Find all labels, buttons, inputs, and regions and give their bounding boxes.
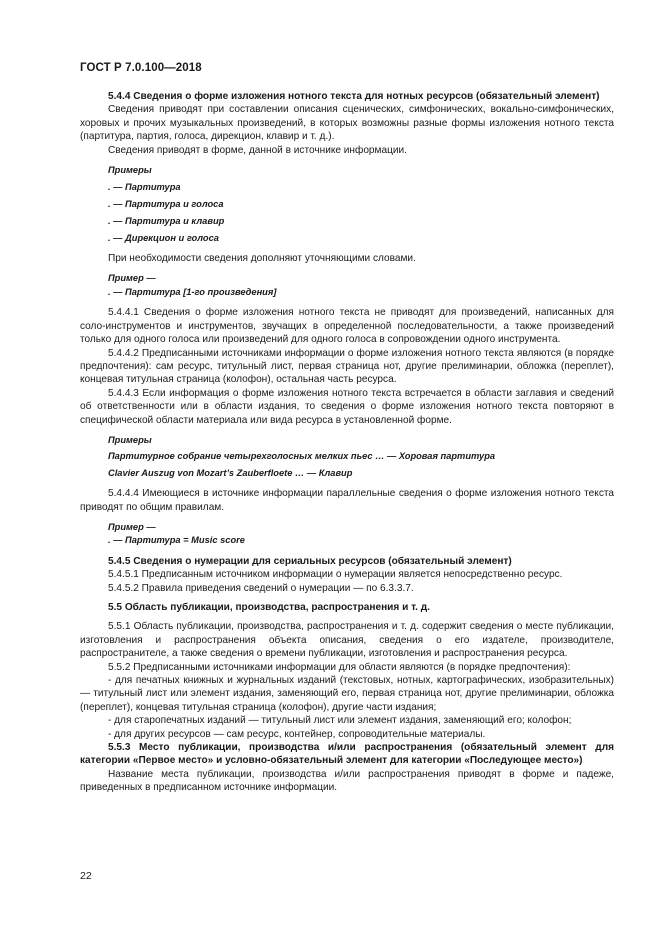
- list-item: - для старопечатных изданий — титульный лист или элемент издания, заменяющий его; колофон;: [108, 715, 572, 727]
- section-5-4-5-heading: 5.4.5 Сведения о нумерации для сериальных ресурсов (обязательный элемент): [108, 555, 512, 567]
- example-item: Clavier Auszug von Mozart’s Zauberfloete … — Клавир: [108, 467, 353, 478]
- paragraph: 5.4.4.3 Если информация о форме изложения нотного текста встречается в области заглавия и сведений об ответственности или в области издания, то сведения о форме изложения нотного текста повторяют в специфической области материала или вида ресурса в установленной форме.: [80, 387, 614, 426]
- examples-list: [80, 181, 614, 245]
- paragraph: При необходимости сведения дополняют уточняющими словами.: [108, 253, 416, 265]
- paragraph: Сведения приводят при составлении описания сценических, симфонических, вокально-симфонических, хоровых и прочих музыкальных произведений, в которых возможны разные формы изложения нотного текста (партитура, партия, голоса, дирекцион, клавир и т. д.).: [80, 104, 614, 143]
- paragraph: 5.5.1 Область публикации, производства, распространения и т. д. содержит сведения о месте публикации, изготовления и распространения объекта описания, сведения о его издателе, производителе, распространителе, а также сведения о времени публикации, изготовления и распространения ресурса.: [80, 621, 614, 660]
- paragraph: Сведения приводят в форме, данной в источнике информации.: [108, 144, 407, 156]
- example-item: . — Партитура: [108, 181, 181, 192]
- example-label: Пример —: [108, 521, 156, 532]
- examples-label: Примеры: [108, 165, 152, 176]
- section-5-5-heading: 5.5 Область публикации, производства, распространения и т. д.: [108, 602, 430, 613]
- paragraph: 5.4.5.2 Правила приведения сведений о нумерации — по 6.3.3.7.: [108, 582, 414, 594]
- example-item: Партитурное собрание четырехголосных мелких пьес … — Хоровая партитура: [108, 451, 496, 462]
- page-number: 22: [80, 870, 92, 882]
- section-5-5-3-heading: 5.5.3 Место публикации, производства и/или распространения (обязательный элемент для категории «Первое место» и условно-обязательный элемент для категории «Последующее место»): [80, 742, 614, 767]
- example-item: . — Партитура и голоса: [108, 198, 224, 209]
- list-item: - для печатных книжных и журнальных изданий (текстовых, нотных, картографических, изобразительных) — титульный лист или элемент издания, заменяющий его, первая страница нот, другие прелиминарии, обложка (переплет), концевая титульная страница (колофон), другие части издания;: [80, 675, 614, 713]
- example-item: . — Партитура и клавир: [108, 215, 225, 226]
- section-5-4-4-heading: 5.4.4 Сведения о форме изложения нотного текста для нотных ресурсов (обязательный элемент): [108, 91, 600, 102]
- example-item: . — Дирекцион и голоса: [108, 232, 219, 243]
- list-item: - для других ресурсов — сам ресурс, контейнер, сопроводительные материалы.: [108, 728, 486, 740]
- document-header: ГОСТ Р 7.0.100—2018: [80, 62, 202, 74]
- example-label: Пример —: [108, 273, 156, 284]
- paragraph: 5.4.4.2 Предписанными источниками информации о форме изложения нотного текста являются (в порядке предпочтения): сам ресурс, титульный лист, первая страница нот, другие прелиминарии, обложка (переплет), концевая титульная страница (колофон), остальная часть ресурса.: [80, 347, 614, 386]
- paragraph: Название места публикации, производства и/или распространения приводят в форме и падеже, приведенных в предписанном источнике информации.: [80, 768, 614, 794]
- example-item: . — Партитура [1-го произведения]: [108, 286, 277, 297]
- examples-label: Примеры: [108, 434, 152, 445]
- page-body: [80, 90, 614, 795]
- paragraph: 5.5.2 Предписанными источниками информации для области являются (в порядке предпочтения):: [108, 661, 571, 673]
- paragraph: 5.4.5.1 Предписанным источником информации о нумерации является непосредственно ресурс.: [108, 569, 563, 581]
- paragraph: 5.4.4.1 Сведения о форме изложения нотного текста не приводят для произведений, написанных для соло-инструментов и инструментов, звучащих в определенной последовательности, а также произведений только для одного голоса или произведений для одного голоса в сопровождении одного инструмента.: [80, 307, 614, 346]
- paragraph: 5.4.4.4 Имеющиеся в источнике информации параллельные сведения о форме изложения нотного текста приводят по общим правилам.: [80, 488, 614, 513]
- example-item: . — Партитура = Music score: [108, 535, 245, 546]
